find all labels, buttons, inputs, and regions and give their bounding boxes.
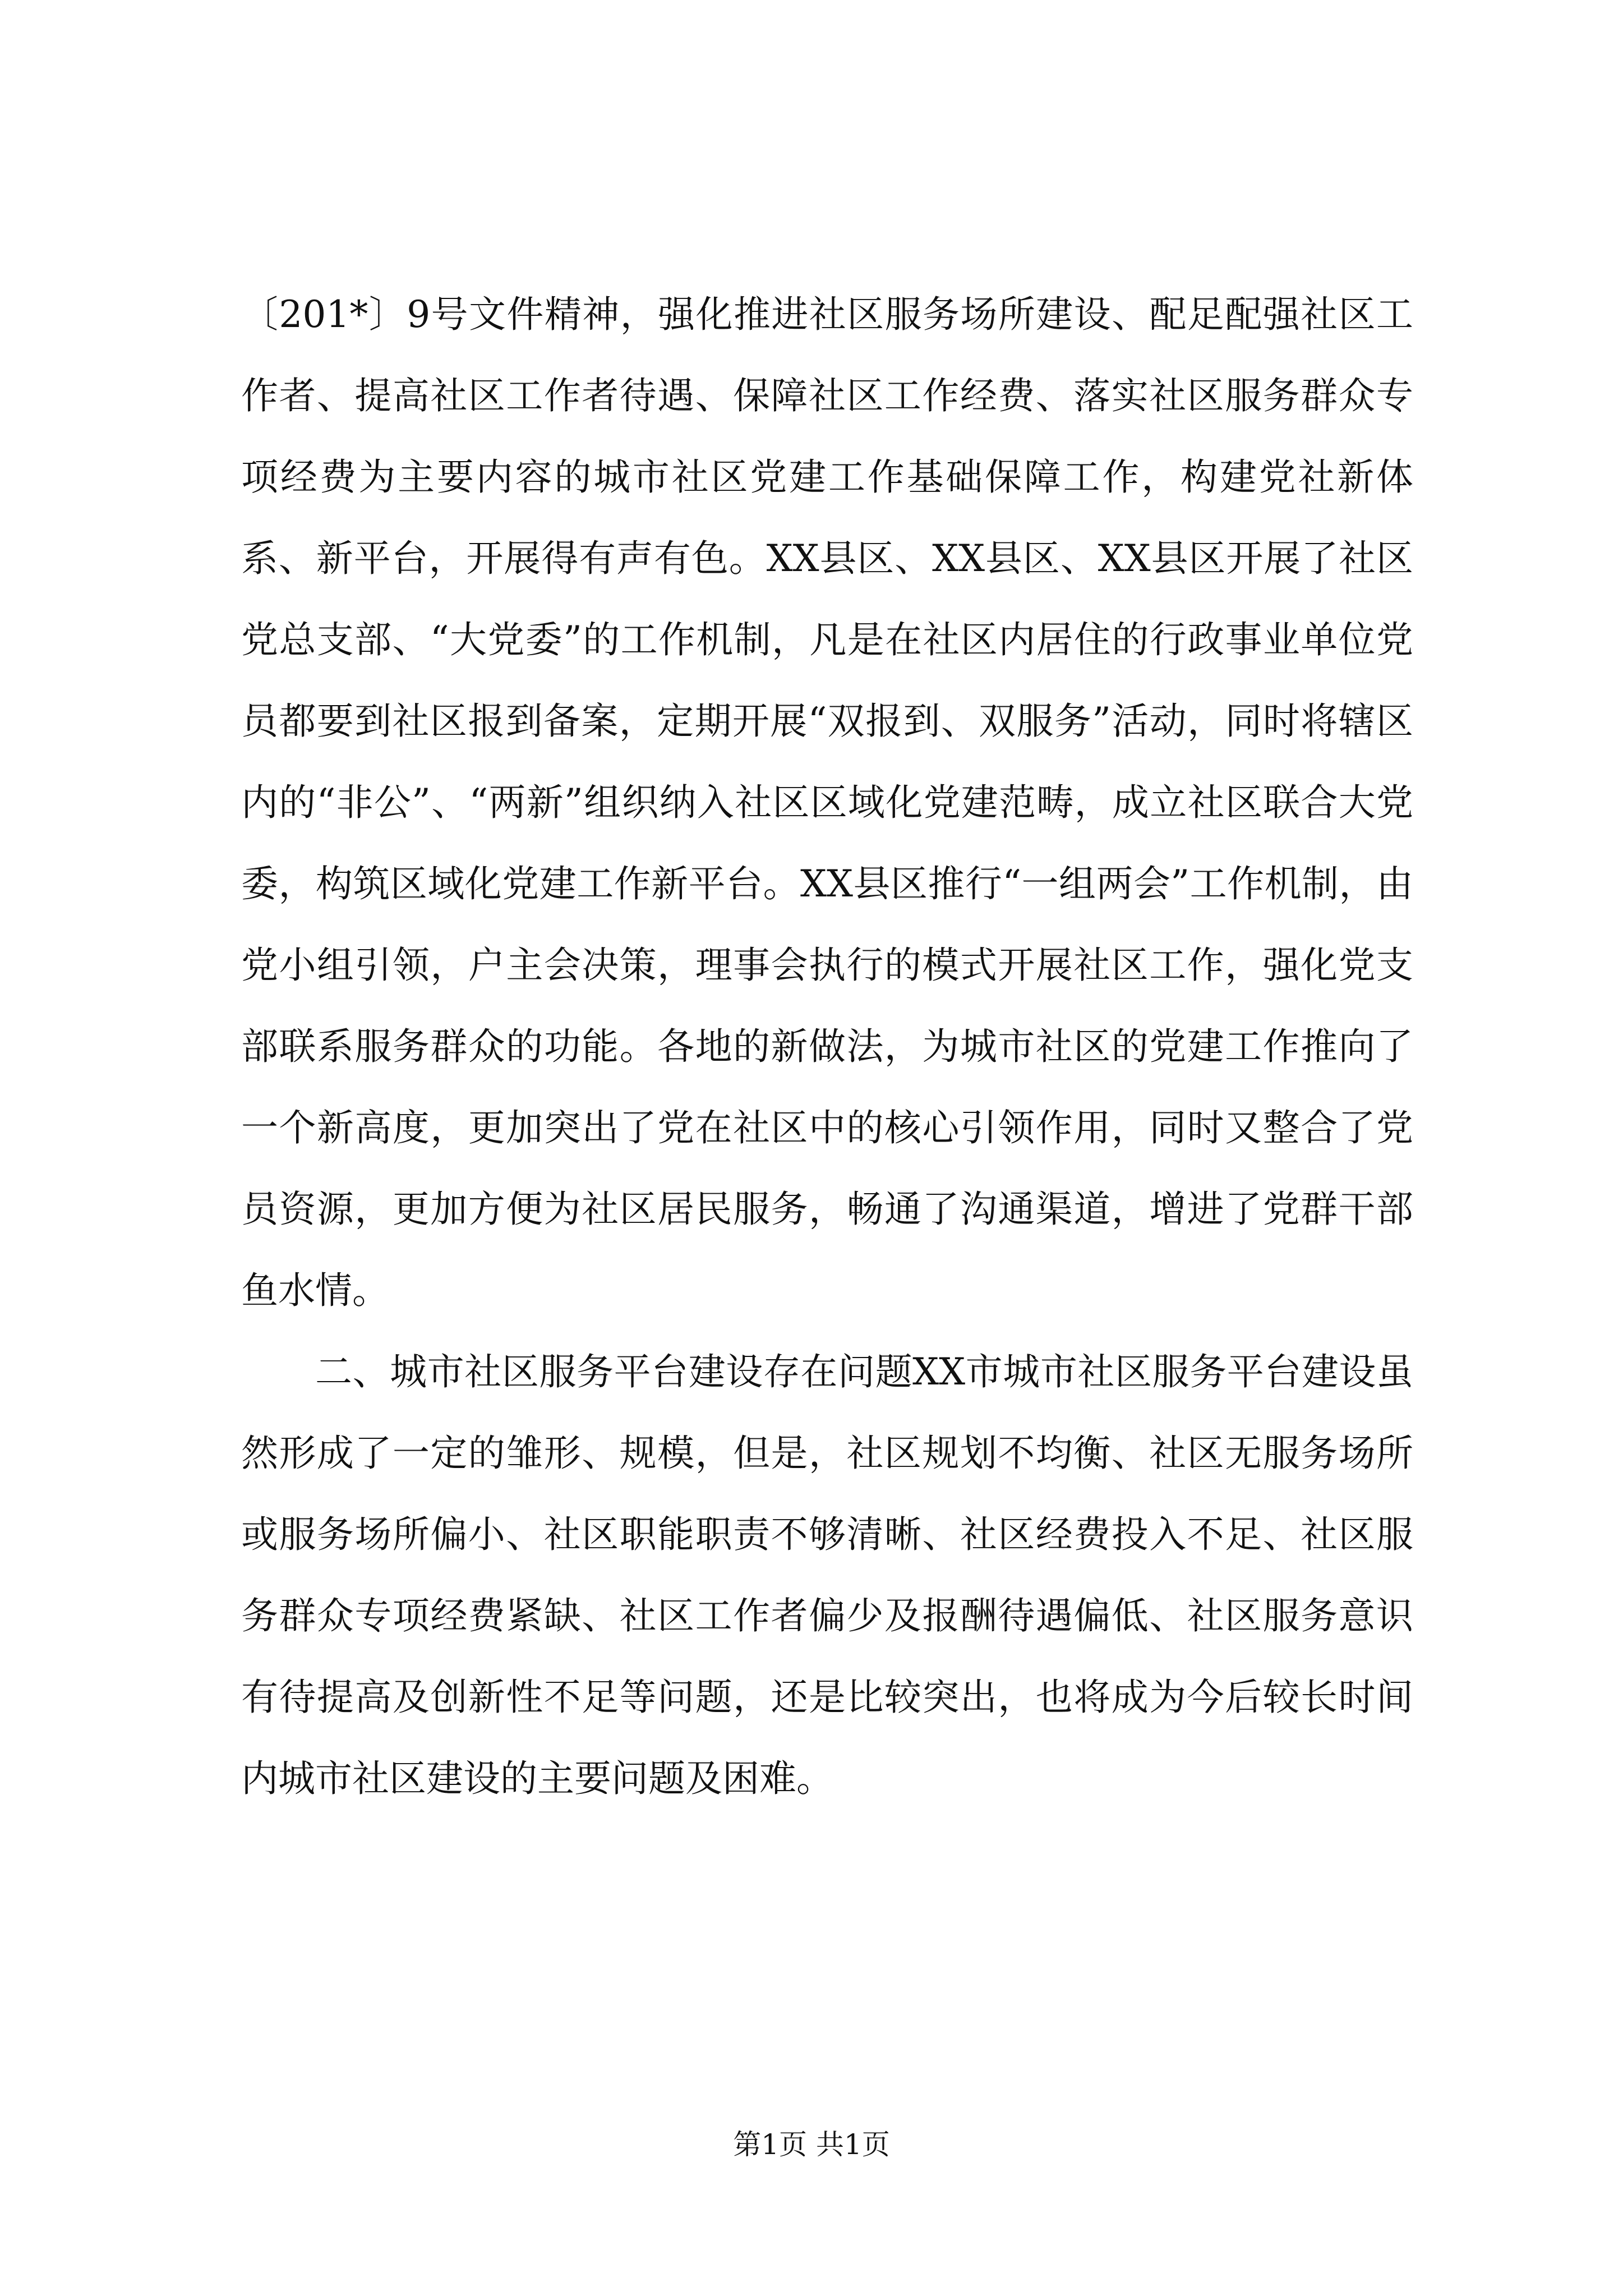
paragraph-1: 〔201*〕9号文件精神，强化推进社区服务场所建设、配足配强社区工作者、提高社区工作者待遇、保障社区工作经费、落实社区服务群众专项经费为主要内容的城市社区党建工作基础保障工作，构建党社新体系、新平台，开展得有声有色。XX县区、XX县区、XX县区开展了社区党总支部、“大党委”的工作机制，凡是在社区内居住的行政事业单位党员都要到社区报到备案，定期开展“双报到、双服务”活动，同时将辖区内的“非公”、“两新”组织纳入社区区域化党建范畴，成立社区联合大党委，构筑区域化党建工作新平台。XX县区推行“一组两会”工作机制，由党小组引领，户主会决策，理事会执行的模式开展社区工作，强化党支部联系服务群众的功能。各地的新做法，为城市社区的党建工作推向了一个新高度，更加突出了党在社区中的核心引领作用，同时又整合了党员资源，更加方便为社区居民服务，畅通了沟通渠道，增进了党群干部鱼水情。 [241,293,1413,1312]
document-body [241,274,1413,1819]
paragraph-2: 二、城市社区服务平台建设存在问题XX市城市社区服务平台建设虽然形成了一定的雏形、规模，但是，社区规划不均衡、社区无服务场所或服务场所偏小、社区职能职责不够清晰、社区经费投入不足、社区服务群众专项经费紧缺、社区工作者偏少及报酬待遇偏低、社区服务意识有待提高及创新性不足等问题，还是比较突出，也将成为今后较长时间内城市社区建设的主要问题及困难。 [241,1350,1413,1800]
page-footer: 第1页 共1页 [733,2128,890,2161]
